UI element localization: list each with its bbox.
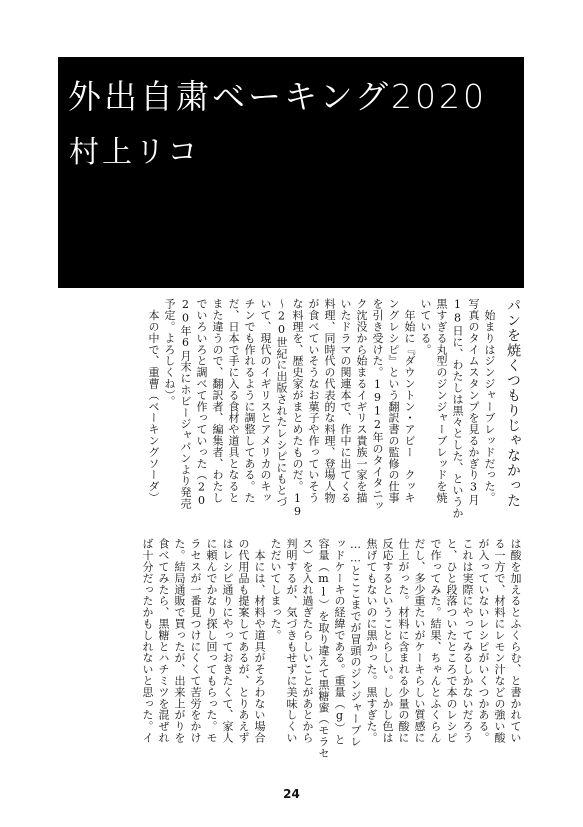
text-line: 始まりはジンジャーブレッドだった。: [483, 298, 496, 504]
text-line: る一方で、材料にレモン汁などの強い酸: [493, 538, 506, 744]
text-line: の代用品も提案してあるが、とりあえず: [237, 538, 250, 744]
text-line: 黒すぎる丸型のジンジャーブレッドを焼: [435, 298, 448, 504]
text-line: に頼んでかなり探し回ってもらった。モ: [205, 538, 218, 744]
text-line: でいろいろと調べて作っていった（20: [195, 298, 208, 508]
text-line: ク沈没から始まるイギリス貴族一家を描: [355, 298, 368, 504]
text-line: で作ってみた。結果、ちゃんとふくらん: [429, 538, 442, 744]
page-number: 24: [283, 787, 300, 801]
text-line: いている。: [419, 298, 432, 355]
text-line: ただいてしまった。: [269, 538, 282, 641]
article-title: 外出自粛ベーキング2020: [68, 77, 487, 116]
text-line: だ、日本で手に入る食材や道具となると: [227, 298, 240, 504]
text-line: ス）を入れ過ぎたらしいことがあとから: [301, 538, 314, 744]
author-name: 村上リコ: [69, 135, 201, 170]
text-line: だし、多少重たいがケーキらしい質感に: [413, 538, 426, 744]
text-line: はレシピ通りにやっておきたくて、家人: [221, 538, 234, 744]
text-line: 予定。よろしくね）。: [163, 298, 176, 407]
article-lower-block: [60, 538, 523, 766]
text-line: いたドラマの関連本で、作中に出てくる: [339, 298, 352, 504]
text-line: ングレシピ』という翻訳書の監修の仕事: [387, 298, 400, 504]
text-line: 本には、材料や道具がそろわない場合: [253, 538, 266, 744]
text-line: た。結局通販で買ったが、出来上がりを: [173, 538, 186, 744]
text-line: 食べてみたら、黒糖とハチミツを混ぜれ: [157, 538, 170, 744]
text-line: 焦げてもないのに黒かった。黒すぎた。: [365, 538, 378, 744]
text-line: が食べていそうなお菓子や作っていそう: [307, 298, 320, 504]
text-line: 年始に『ダウントン・アビー クッキ: [403, 298, 416, 504]
text-line: 仕上がった。材料に含まれる少量の酸に: [397, 538, 410, 744]
article-upper-block: [60, 298, 523, 520]
section-heading: パンを焼くつもりじゃなかった: [505, 298, 521, 508]
text-line: また違うので、翻訳者、編集者、わたし: [211, 298, 224, 504]
text-line: が入っていないレシピがいくつかある。: [477, 538, 490, 744]
text-line: を引き受けた。1912年のタイタニッ: [371, 298, 384, 512]
text-line: ば十分だったかもしれないと思った。イ: [141, 538, 154, 744]
text-line: いて、現代のイギリスとアメリカのキッ: [259, 298, 272, 504]
text-line: 18日に、わたしは黒々とした、というか: [451, 298, 464, 519]
text-line: 判明するが、気づきもせずに美味しくい: [285, 538, 298, 744]
text-line: ラセスが一番見つけにくくて苦労をかけ: [189, 538, 202, 744]
text-line: ッドケーキの経緯である。重量（g）と: [333, 538, 346, 746]
text-line: ……とここまでが冒頭のジンジャーブレ: [349, 538, 362, 748]
text-line: 反応するということらしい。しかし色は: [381, 538, 394, 744]
text-line: は酸を加えるとふくらむ、と書かれてい: [509, 538, 522, 744]
text-line: 写真のタイムスタンプを見るかぎり3月: [467, 298, 480, 506]
text-line: 容量（ml）を取り違えて黒糖蜜（モラセ: [317, 538, 330, 759]
text-line: 本の中で、重曹（ベーキングソーダ）: [147, 298, 160, 504]
title-block: [58, 57, 524, 288]
text-line: 20年6月末にホビージャパンより発売: [179, 298, 192, 510]
text-line: 〜20世紀に出版されたレシピにもとづ: [275, 298, 288, 508]
text-line: チンでも作れるように調整してある。た: [243, 298, 256, 504]
text-line: 料理、同時代の代表的な料理、登場人物: [323, 298, 336, 504]
text-line: と、ひと段落ついたところで本のレシピ: [445, 538, 458, 744]
text-line: な料理を、歴史家がまとめたものだ。19: [291, 298, 304, 519]
text-line: これは実際にやってみるしかないだろう: [461, 538, 474, 744]
